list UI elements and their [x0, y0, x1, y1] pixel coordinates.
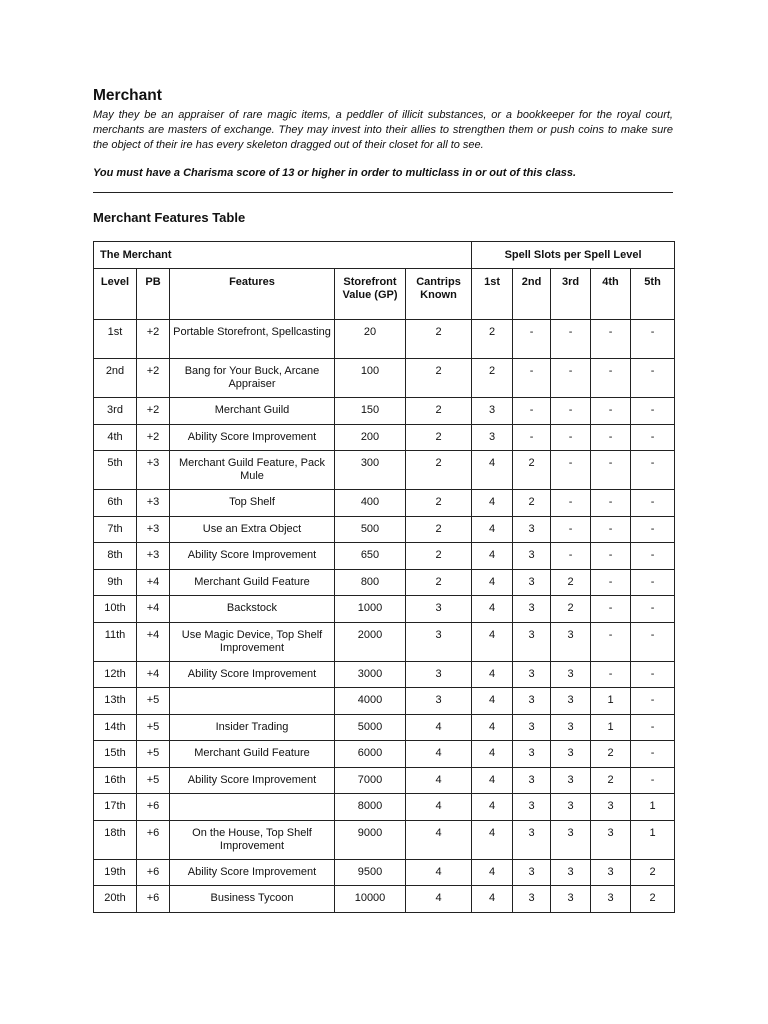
table-row — [94, 767, 675, 794]
features-cell: Ability Score Improvement — [170, 543, 335, 570]
slot-4th-cell: - — [591, 320, 631, 359]
features-cell — [170, 688, 335, 715]
slot-2nd-cell: 3 — [513, 596, 551, 623]
slot-2nd-cell: 3 — [513, 569, 551, 596]
pb-cell: +5 — [137, 767, 170, 794]
storefront-value-cell: 9500 — [335, 859, 406, 886]
cantrips-cell: 3 — [406, 622, 472, 661]
slot-1st-cell: 4 — [472, 714, 513, 741]
level-cell: 16th — [94, 767, 137, 794]
features-cell: Insider Trading — [170, 714, 335, 741]
slot-1st-cell: 4 — [472, 596, 513, 623]
pb-cell: +6 — [137, 820, 170, 859]
cantrips-cell: 4 — [406, 820, 472, 859]
slot-1st-cell: 4 — [472, 569, 513, 596]
divider — [93, 192, 673, 193]
slot-5th-cell: 1 — [631, 794, 675, 821]
slot-3rd-cell: - — [551, 543, 591, 570]
table-row — [94, 741, 675, 768]
slot-1st-cell: 3 — [472, 424, 513, 451]
slot-2nd-cell: 3 — [513, 741, 551, 768]
level-cell: 2nd — [94, 359, 137, 398]
slot-4th-cell: 1 — [591, 688, 631, 715]
slot-1st-cell: 4 — [472, 490, 513, 517]
section-title: Merchant Features Table — [93, 210, 246, 225]
cantrips-cell: 3 — [406, 688, 472, 715]
level-cell: 14th — [94, 714, 137, 741]
slot-4th-cell: 3 — [591, 794, 631, 821]
slot-5th-cell: - — [631, 490, 675, 517]
slot-1st-cell: 4 — [472, 820, 513, 859]
slot-3rd-cell: 3 — [551, 741, 591, 768]
slot-5th-cell: - — [631, 543, 675, 570]
level-cell: 5th — [94, 451, 137, 490]
pb-cell: +2 — [137, 359, 170, 398]
document-page — [93, 86, 673, 227]
level-cell: 17th — [94, 794, 137, 821]
pb-cell: +3 — [137, 543, 170, 570]
cantrips-cell: 2 — [406, 398, 472, 425]
pb-cell: +5 — [137, 714, 170, 741]
slot-4th-cell: - — [591, 490, 631, 517]
features-cell: Merchant Guild Feature — [170, 741, 335, 768]
slot-1st-cell: 4 — [472, 622, 513, 661]
slot-3rd-cell: - — [551, 424, 591, 451]
column-header-2nd: 2nd — [513, 269, 551, 320]
level-cell: 15th — [94, 741, 137, 768]
pb-cell: +4 — [137, 596, 170, 623]
slot-3rd-cell: 3 — [551, 859, 591, 886]
slot-4th-cell: - — [591, 569, 631, 596]
storefront-value-cell: 100 — [335, 359, 406, 398]
slot-4th-cell: 2 — [591, 741, 631, 768]
level-cell: 11th — [94, 622, 137, 661]
slot-5th-cell: 2 — [631, 859, 675, 886]
table-row — [94, 451, 675, 490]
features-cell: On the House, Top Shelf Improvement — [170, 820, 335, 859]
column-header-3rd: 3rd — [551, 269, 591, 320]
slot-2nd-cell: 3 — [513, 688, 551, 715]
pb-cell: +3 — [137, 516, 170, 543]
table-row — [94, 569, 675, 596]
slot-2nd-cell: 3 — [513, 543, 551, 570]
slot-2nd-cell: 3 — [513, 886, 551, 913]
features-cell: Portable Storefront, Spellcasting — [170, 320, 335, 359]
features-cell: Ability Score Improvement — [170, 767, 335, 794]
slot-4th-cell: 1 — [591, 714, 631, 741]
slot-2nd-cell: - — [513, 320, 551, 359]
slot-2nd-cell: - — [513, 424, 551, 451]
slot-4th-cell: - — [591, 451, 631, 490]
slot-5th-cell: 1 — [631, 820, 675, 859]
slot-2nd-cell: 3 — [513, 661, 551, 688]
features-cell: Ability Score Improvement — [170, 424, 335, 451]
slot-2nd-cell: 2 — [513, 451, 551, 490]
slot-5th-cell: - — [631, 714, 675, 741]
cantrips-cell: 4 — [406, 714, 472, 741]
page-title: Merchant — [93, 87, 162, 104]
features-cell: Bang for Your Buck, Arcane Appraiser — [170, 359, 335, 398]
cantrips-cell: 4 — [406, 767, 472, 794]
slot-5th-cell: - — [631, 688, 675, 715]
pb-cell: +2 — [137, 398, 170, 425]
slot-3rd-cell: - — [551, 516, 591, 543]
slot-2nd-cell: 3 — [513, 859, 551, 886]
cantrips-cell: 3 — [406, 661, 472, 688]
cantrips-cell: 2 — [406, 451, 472, 490]
slot-3rd-cell: 3 — [551, 714, 591, 741]
column-header-5th: 5th — [631, 269, 675, 320]
column-header-4th: 4th — [591, 269, 631, 320]
features-cell: Use an Extra Object — [170, 516, 335, 543]
storefront-value-cell: 10000 — [335, 886, 406, 913]
slot-1st-cell: 4 — [472, 794, 513, 821]
pb-cell: +3 — [137, 490, 170, 517]
pb-cell: +6 — [137, 886, 170, 913]
group-header-merchant: The Merchant — [94, 242, 472, 269]
slot-1st-cell: 4 — [472, 688, 513, 715]
storefront-value-cell: 7000 — [335, 767, 406, 794]
slot-4th-cell: - — [591, 596, 631, 623]
slot-2nd-cell: 3 — [513, 820, 551, 859]
features-cell: Ability Score Improvement — [170, 661, 335, 688]
level-cell: 6th — [94, 490, 137, 517]
storefront-value-cell: 5000 — [335, 714, 406, 741]
storefront-value-cell: 650 — [335, 543, 406, 570]
column-header-level: Level — [94, 269, 137, 320]
cantrips-cell: 4 — [406, 794, 472, 821]
features-cell: Merchant Guild Feature, Pack Mule — [170, 451, 335, 490]
level-cell: 4th — [94, 424, 137, 451]
slot-3rd-cell: - — [551, 320, 591, 359]
table-row — [94, 490, 675, 517]
level-cell: 20th — [94, 886, 137, 913]
slot-2nd-cell: 2 — [513, 490, 551, 517]
column-header-features: Features — [170, 269, 335, 320]
storefront-value-cell: 8000 — [335, 794, 406, 821]
slot-4th-cell: - — [591, 622, 631, 661]
cantrips-cell: 2 — [406, 569, 472, 596]
level-cell: 19th — [94, 859, 137, 886]
column-header-1st: 1st — [472, 269, 513, 320]
pb-cell: +2 — [137, 320, 170, 359]
slot-2nd-cell: 3 — [513, 622, 551, 661]
slot-3rd-cell: 2 — [551, 596, 591, 623]
slot-3rd-cell: 3 — [551, 886, 591, 913]
slot-5th-cell: - — [631, 622, 675, 661]
table-row — [94, 543, 675, 570]
slot-1st-cell: 4 — [472, 661, 513, 688]
table-row — [94, 661, 675, 688]
slot-1st-cell: 4 — [472, 543, 513, 570]
slot-4th-cell: - — [591, 516, 631, 543]
cantrips-cell: 3 — [406, 596, 472, 623]
slot-4th-cell: - — [591, 359, 631, 398]
pb-cell: +5 — [137, 688, 170, 715]
slot-3rd-cell: 2 — [551, 569, 591, 596]
slot-5th-cell: - — [631, 661, 675, 688]
pb-cell: +4 — [137, 661, 170, 688]
cantrips-cell: 4 — [406, 886, 472, 913]
storefront-value-cell: 3000 — [335, 661, 406, 688]
storefront-value-cell: 400 — [335, 490, 406, 517]
storefront-value-cell: 500 — [335, 516, 406, 543]
pb-cell: +4 — [137, 622, 170, 661]
slot-2nd-cell: 3 — [513, 714, 551, 741]
pb-cell: +2 — [137, 424, 170, 451]
table-row — [94, 794, 675, 821]
slot-1st-cell: 4 — [472, 859, 513, 886]
table-row — [94, 424, 675, 451]
column-header-cantrips-known: Cantrips Known — [406, 269, 472, 320]
slot-3rd-cell: - — [551, 359, 591, 398]
storefront-value-cell: 2000 — [335, 622, 406, 661]
slot-5th-cell: 2 — [631, 886, 675, 913]
cantrips-cell: 2 — [406, 320, 472, 359]
slot-5th-cell: - — [631, 767, 675, 794]
slot-5th-cell: - — [631, 359, 675, 398]
features-cell: Merchant Guild Feature — [170, 569, 335, 596]
pb-cell: +3 — [137, 451, 170, 490]
slot-5th-cell: - — [631, 596, 675, 623]
level-cell: 13th — [94, 688, 137, 715]
slot-1st-cell: 4 — [472, 741, 513, 768]
slot-5th-cell: - — [631, 741, 675, 768]
storefront-value-cell: 4000 — [335, 688, 406, 715]
table-row — [94, 320, 675, 359]
slot-1st-cell: 2 — [472, 359, 513, 398]
group-header-spell-slots: Spell Slots per Spell Level — [472, 242, 675, 269]
slot-2nd-cell: 3 — [513, 767, 551, 794]
slot-1st-cell: 4 — [472, 451, 513, 490]
slot-5th-cell: - — [631, 320, 675, 359]
slot-5th-cell: - — [631, 569, 675, 596]
features-cell — [170, 794, 335, 821]
features-cell: Backstock — [170, 596, 335, 623]
cantrips-cell: 2 — [406, 543, 472, 570]
table-row — [94, 820, 675, 859]
storefront-value-cell: 20 — [335, 320, 406, 359]
slot-1st-cell: 4 — [472, 886, 513, 913]
level-cell: 3rd — [94, 398, 137, 425]
slot-3rd-cell: 3 — [551, 688, 591, 715]
storefront-value-cell: 1000 — [335, 596, 406, 623]
table-row — [94, 359, 675, 398]
table-row — [94, 516, 675, 543]
slot-3rd-cell: 3 — [551, 767, 591, 794]
level-cell: 12th — [94, 661, 137, 688]
slot-2nd-cell: 3 — [513, 516, 551, 543]
cantrips-cell: 2 — [406, 424, 472, 451]
slot-3rd-cell: 3 — [551, 820, 591, 859]
slot-4th-cell: 3 — [591, 886, 631, 913]
level-cell: 7th — [94, 516, 137, 543]
table-row — [94, 886, 675, 913]
table-row — [94, 622, 675, 661]
level-cell: 10th — [94, 596, 137, 623]
features-cell: Business Tycoon — [170, 886, 335, 913]
slot-4th-cell: - — [591, 543, 631, 570]
storefront-value-cell: 150 — [335, 398, 406, 425]
slot-2nd-cell: 3 — [513, 794, 551, 821]
pb-cell: +4 — [137, 569, 170, 596]
cantrips-cell: 2 — [406, 516, 472, 543]
slot-2nd-cell: - — [513, 359, 551, 398]
slot-4th-cell: - — [591, 661, 631, 688]
table-row — [94, 688, 675, 715]
cantrips-cell: 4 — [406, 741, 472, 768]
cantrips-cell: 2 — [406, 359, 472, 398]
multiclass-requirement: You must have a Charisma score of 13 or higher in order to multiclass in or out of this class. — [93, 167, 577, 179]
slot-3rd-cell: 3 — [551, 661, 591, 688]
level-cell: 1st — [94, 320, 137, 359]
level-cell: 18th — [94, 820, 137, 859]
storefront-value-cell: 6000 — [335, 741, 406, 768]
pb-cell: +6 — [137, 794, 170, 821]
level-cell: 9th — [94, 569, 137, 596]
storefront-value-cell: 9000 — [335, 820, 406, 859]
slot-5th-cell: - — [631, 398, 675, 425]
slot-4th-cell: 3 — [591, 859, 631, 886]
storefront-value-cell: 200 — [335, 424, 406, 451]
column-header-pb: PB — [137, 269, 170, 320]
slot-3rd-cell: - — [551, 398, 591, 425]
slot-4th-cell: - — [591, 424, 631, 451]
table-row — [94, 859, 675, 886]
storefront-value-cell: 800 — [335, 569, 406, 596]
slot-1st-cell: 4 — [472, 516, 513, 543]
slot-5th-cell: - — [631, 451, 675, 490]
cantrips-cell: 4 — [406, 859, 472, 886]
features-cell: Merchant Guild — [170, 398, 335, 425]
slot-1st-cell: 3 — [472, 398, 513, 425]
slot-1st-cell: 4 — [472, 767, 513, 794]
table-row — [94, 596, 675, 623]
features-table — [93, 241, 675, 913]
intro-paragraph: May they be an appraiser of rare magic items, a peddler of illicit substances, or a bookkeeper for the royal court, merchants are masters of exchange. They may invest into their allies to strengthen them or push coins to make sure the object of their ire has every skeleton dragged out of their closet for all to see. — [93, 109, 673, 151]
table-row — [94, 398, 675, 425]
slot-3rd-cell: - — [551, 451, 591, 490]
storefront-value-cell: 300 — [335, 451, 406, 490]
slot-1st-cell: 2 — [472, 320, 513, 359]
slot-4th-cell: 2 — [591, 767, 631, 794]
slot-5th-cell: - — [631, 516, 675, 543]
slot-4th-cell: 3 — [591, 820, 631, 859]
features-cell: Ability Score Improvement — [170, 859, 335, 886]
pb-cell: +6 — [137, 859, 170, 886]
slot-3rd-cell: 3 — [551, 794, 591, 821]
features-cell: Top Shelf — [170, 490, 335, 517]
slot-2nd-cell: - — [513, 398, 551, 425]
slot-3rd-cell: - — [551, 490, 591, 517]
features-cell: Use Magic Device, Top Shelf Improvement — [170, 622, 335, 661]
slot-3rd-cell: 3 — [551, 622, 591, 661]
slot-5th-cell: - — [631, 424, 675, 451]
pb-cell: +5 — [137, 741, 170, 768]
table-body — [94, 320, 675, 913]
cantrips-cell: 2 — [406, 490, 472, 517]
column-header-storefront-value: Storefront Value (GP) — [335, 269, 406, 320]
level-cell: 8th — [94, 543, 137, 570]
table-row — [94, 714, 675, 741]
slot-4th-cell: - — [591, 398, 631, 425]
